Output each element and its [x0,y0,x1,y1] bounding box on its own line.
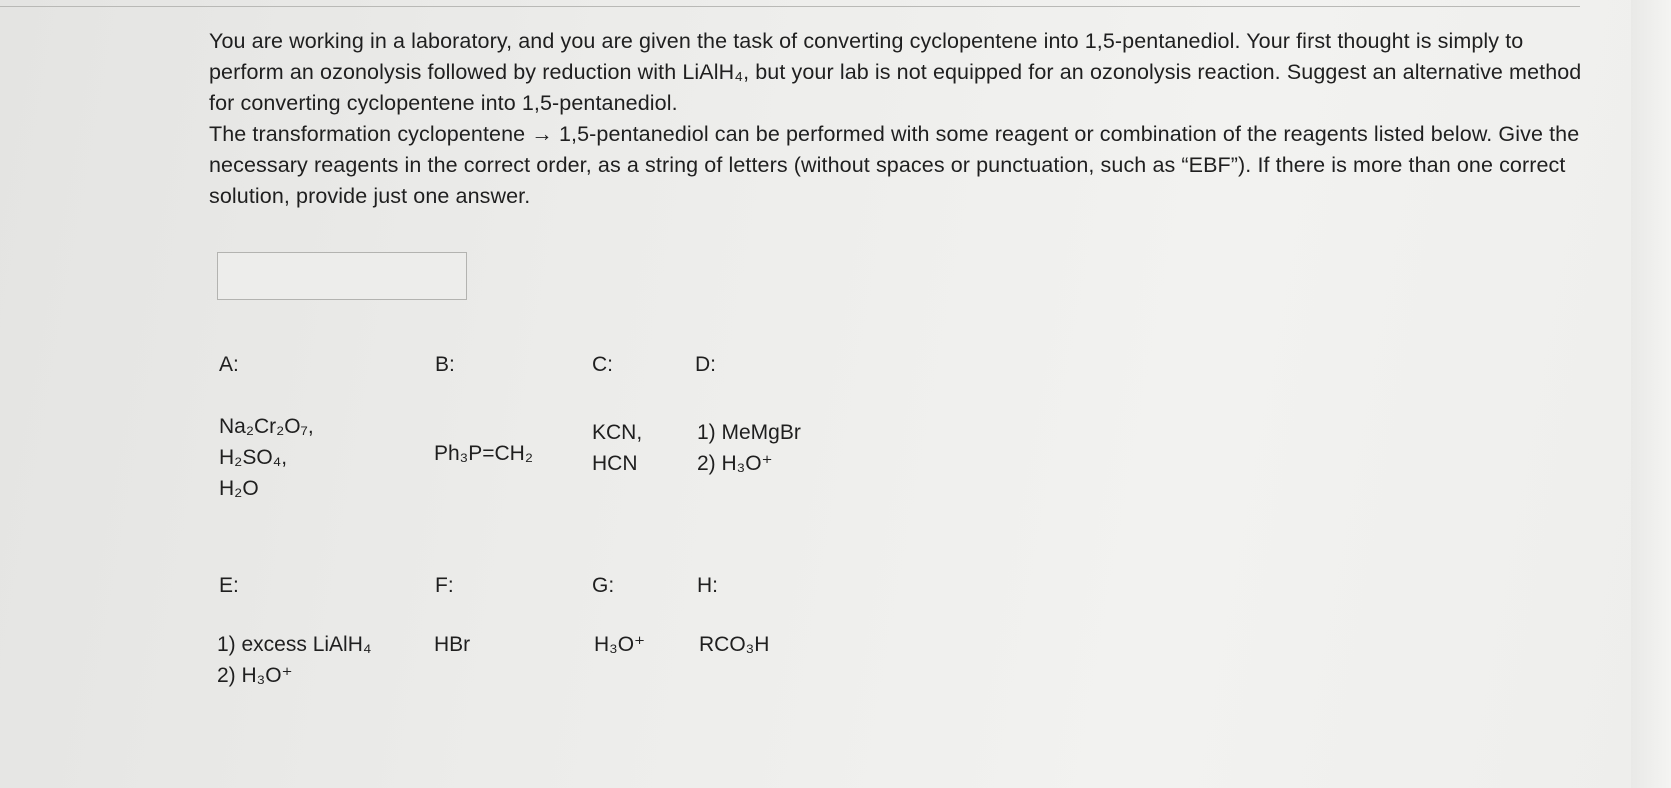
reagent-e-line-2: 2) H₃O⁺ [217,664,293,687]
reagent-b-line-1: Ph₃P=CH₂ [434,442,533,465]
reagent-h-line-1: RCO₃H [699,633,770,656]
reagent-d-line-2: 2) H₃O⁺ [697,452,773,475]
reagent-b-content [434,438,533,469]
right-edge [1631,0,1671,788]
reagent-d-label: D: [695,353,716,376]
reagent-a-label: A: [219,353,239,376]
reagent-d-line-1: 1) MeMgBr [697,421,801,444]
top-divider [0,6,1580,7]
reagent-f-label: F: [435,574,454,597]
reagent-b-label: B: [435,353,455,376]
reagent-c-label: C: [592,353,613,376]
question-text [209,26,1589,212]
reagent-a-line-2: H₂SO₄, [219,446,288,469]
reagent-d-content [697,417,801,479]
reagent-c-line-1: KCN, [592,421,643,444]
answer-input[interactable] [217,252,467,300]
question-paragraph-2: The transformation cyclopentene → 1,5-pentanediol can be performed with some reagent or combination of the reagents listed below. Give the necessary reagents in the correct order, as a string of letters (without spaces or punctuation, such as “EBF”). If there is more than one correct solution, provide just one answer. [209,122,1580,208]
reagent-e-label: E: [219,574,239,597]
reagent-h-content [699,629,769,660]
reagent-h-label: H: [697,574,718,597]
reagent-f-line-1: HBr [434,633,471,656]
reagent-g-label: G: [592,574,615,597]
reagent-a-line-1: Na₂Cr₂O₇, [219,415,314,438]
reagent-g-content [594,629,645,660]
reagent-a-content [219,411,314,504]
reagent-a-line-3: H₂O [219,477,259,500]
reagent-c-content [592,417,642,479]
reagent-e-content [217,629,371,691]
reagent-e-line-1: 1) excess LiAlH₄ [217,633,372,656]
reagent-g-line-1: H₃O⁺ [594,633,646,656]
reagent-c-line-2: HCN [592,452,638,475]
question-paragraph-1: You are working in a laboratory, and you are given the task of converting cyclopentene into 1,5-pentanediol. Your first thought is simply to perform an ozonolysis followed by reduction with LiAlH₄, but your lab is not equipped for an ozonolysis reaction. Suggest an alternative method for converting cyclopentene into 1,5-pentanediol. [209,29,1582,115]
reagent-f-content [434,629,470,660]
